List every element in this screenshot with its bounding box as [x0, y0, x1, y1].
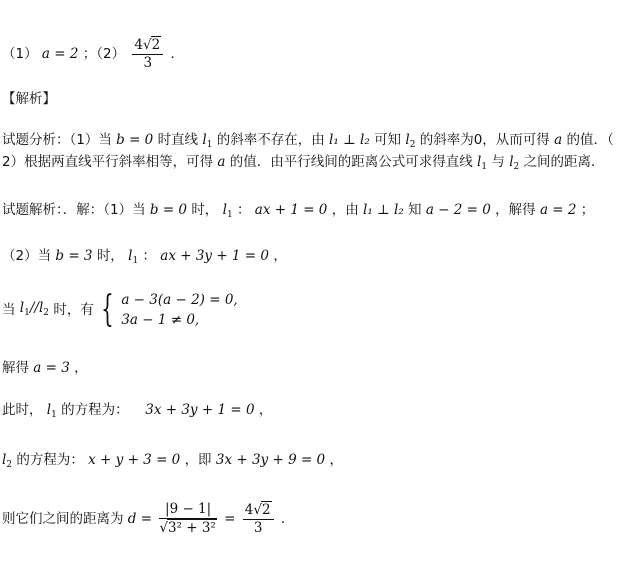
solution-line-1: 试题解析：．解：（1）当 b = 0 时， $l_1$ ： ax + 1 = 0 ，由 l₁ ⊥ l₂ 知 a − 2 = 0 ，解得 a = 2 ； — [2, 202, 595, 220]
answer-fraction-denominator: 3 — [143, 55, 153, 71]
line-l1-symbol: $l_1$ — [202, 132, 213, 150]
solution-line-6: $l_2$ 的方程为： x + y + 3 = 0 ，即 3x + 3y + 9 = 0 ， — [2, 452, 343, 470]
solution-line-7: 则它们之间的距离为 d = $\frac{|9 - 1|}{\text{√3² + 3²}}$ = $\frac{4√2}{3}$ ． — [2, 501, 295, 536]
distance-fraction — [159, 501, 217, 537]
system-eq-2: 3a − 1 ≠ 0, — [121, 312, 200, 328]
answer-a-value: a = 2 — [41, 46, 79, 62]
analysis-heading: 【解析】 — [2, 91, 56, 107]
solution-line-2: （2）当 b = 3 时， $l_1$ ： ax + 3y + 1 = 0 ， — [2, 248, 287, 266]
answer-separator: ；（2） — [82, 46, 126, 62]
analysis-line-1: 试题分析：（1）当 b = 0 时直线 $l_1$ 的斜率不存在，由 l₁ ⊥ l₂ 可知 $l_2$ 的斜率为0，从而可得 a 的值．（ — [2, 132, 614, 150]
answer-part1-label: （1） — [2, 46, 38, 62]
answer-line — [2, 36, 184, 72]
distance-denominator: √3² + 3² — [159, 520, 216, 536]
system-brace: { — [101, 289, 114, 330]
solution-line-3: 当 $l_1//l_2$ 时，有 { a − 3(a − 2) = 0, 3a − 1 ≠ 0, — [2, 289, 238, 330]
answer-fraction — [132, 36, 163, 72]
analysis-line-2: 2）根据两直线平行斜率相等，可得 a 的值．由平行线间的距离公式可求得直线 $l_1$ 与 $l_2$ 之间的距离． — [2, 154, 605, 172]
solution-line-5: 此时， $l_1$ 的方程为： 3x + 3y + 1 = 0 ， — [2, 402, 273, 420]
answer-end: ． — [170, 46, 184, 62]
system-eq-1: a − 3(a − 2) = 0, — [121, 292, 238, 308]
line-l2-symbol: $l_2$ — [405, 132, 416, 150]
equation-system — [121, 290, 237, 330]
distance-result-fraction: $\frac{4√2}{3}$ — [243, 501, 274, 537]
answer-fraction-numerator: 4√2 — [132, 36, 163, 55]
distance-numerator: |9 − 1| — [159, 501, 217, 519]
perpendicular-expr: l₁ ⊥ l₂ — [329, 132, 370, 148]
solution-line-4: 解得 a = 3 ， — [2, 360, 88, 376]
